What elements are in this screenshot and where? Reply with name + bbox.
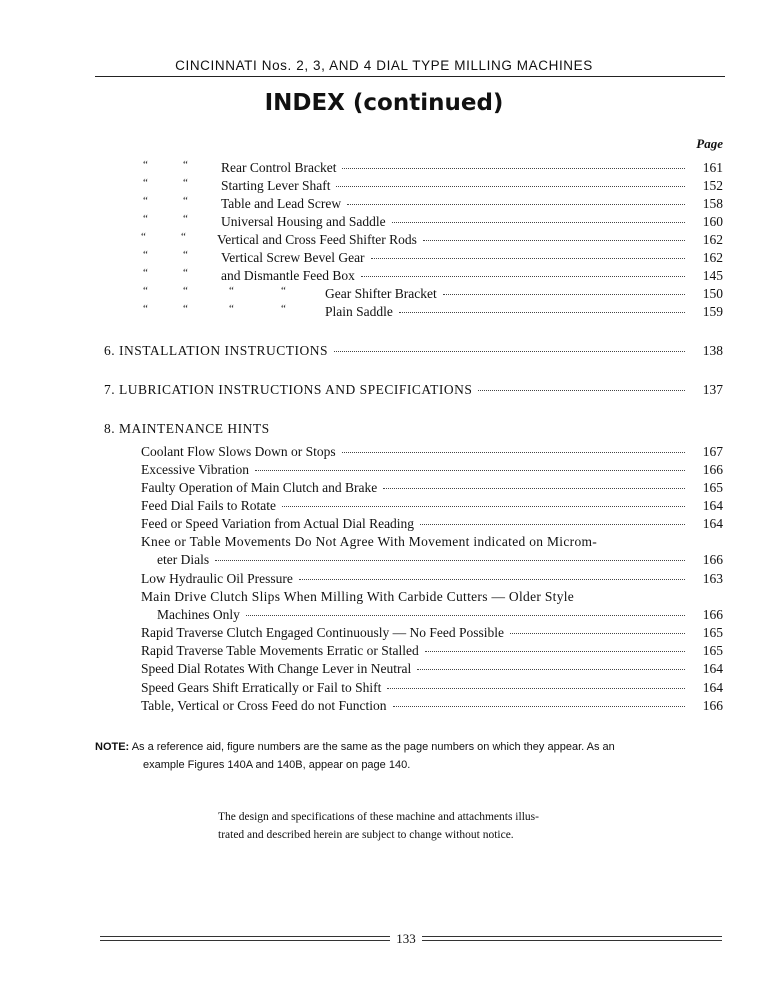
list-item: [141, 534, 723, 552]
entry-label: Table and Lead Screw: [221, 196, 342, 211]
ditto-mark: “: [143, 249, 148, 261]
ditto-mark: “: [183, 159, 188, 171]
entry-page: 161: [702, 160, 723, 175]
entry-page: 165: [702, 643, 723, 658]
entry-label: Vertical Screw Bevel Gear: [221, 250, 365, 265]
entry-label: eter Dials: [157, 552, 210, 567]
ditto-mark: “: [183, 213, 188, 225]
entry-page: 166: [702, 462, 723, 477]
leader-dots: [215, 560, 685, 561]
ditto-mark: “: [183, 195, 188, 207]
leader-dots: [510, 633, 685, 634]
leader-dots: [334, 351, 685, 352]
entry-page: 164: [702, 498, 723, 513]
section-label: 6. INSTALLATION INSTRUCTIONS: [104, 343, 329, 358]
ditto-mark: “: [181, 231, 186, 243]
ditto-mark: “: [281, 285, 286, 297]
ditto-mark: “: [281, 303, 286, 315]
leader-dots: [420, 524, 685, 525]
list-item: [141, 552, 723, 570]
leader-dots: [342, 168, 685, 169]
ditto-mark: “: [143, 285, 148, 297]
entry-page: 150: [702, 286, 723, 301]
entry-label: Rapid Traverse Table Movements Erratic or Stalled: [141, 643, 419, 658]
list-item: [141, 680, 723, 698]
leader-dots: [383, 488, 685, 489]
entry-label: Machines Only: [157, 607, 240, 622]
disclaimer-line-2: trated and described herein are subject to change without notice.: [218, 829, 514, 841]
leader-dots: [425, 651, 685, 652]
list-item: [143, 232, 723, 250]
entry-label: Rapid Traverse Clutch Engaged Continuously — No Feed Possible: [141, 625, 504, 640]
entry-label: Faulty Operation of Main Clutch and Brake: [141, 480, 378, 495]
list-item: [141, 444, 723, 462]
footer-rule: [422, 936, 722, 937]
leader-dots: [478, 390, 685, 391]
list-item: [141, 661, 723, 679]
leader-dots: [393, 706, 685, 707]
section-maintenance-heading: 8. MAINTENANCE HINTS: [104, 421, 270, 436]
list-item: [143, 214, 723, 232]
entry-label: Speed Dial Rotates With Change Lever in Neutral: [141, 661, 412, 676]
ditto-mark: “: [141, 231, 146, 243]
list-item: [143, 160, 723, 178]
leader-dots: [342, 452, 685, 453]
running-title: CINCINNATI Nos. 2, 3, AND 4 DIAL TYPE MILLING MACHINES: [175, 58, 593, 73]
list-item: [141, 498, 723, 516]
leader-dots: [387, 688, 685, 689]
entry-page: 165: [702, 480, 723, 495]
leader-dots: [371, 258, 685, 259]
leader-dots: [392, 222, 685, 223]
entry-page: 162: [702, 250, 723, 265]
list-item: [141, 571, 723, 589]
leader-dots: [417, 669, 685, 670]
list-item: [141, 607, 723, 625]
ditto-mark: “: [183, 285, 188, 297]
ditto-mark: “: [143, 267, 148, 279]
note-line-1: As a reference aid, figure numbers are the same as the page numbers on which they appear. As an: [131, 741, 615, 753]
entry-label: Main Drive Clutch Slips When Milling With Carbide Cutters — Older Style: [141, 589, 575, 604]
entry-page: 152: [702, 178, 723, 193]
note-label: NOTE:: [95, 741, 130, 753]
ditto-mark: “: [183, 267, 188, 279]
entry-page: 164: [702, 661, 723, 676]
ditto-mark: “: [183, 177, 188, 189]
leader-dots: [299, 579, 685, 580]
entry-page: 162: [702, 232, 723, 247]
list-item: [141, 625, 723, 643]
ditto-mark: “: [143, 159, 148, 171]
leader-dots: [423, 240, 685, 241]
ditto-mark: “: [183, 249, 188, 261]
ditto-mark: “: [229, 285, 234, 297]
footer-rule: [422, 940, 722, 941]
entry-page: 165: [702, 625, 723, 640]
page-column-label: Page: [696, 136, 723, 151]
entry-label: Feed Dial Fails to Rotate: [141, 498, 276, 513]
entry-page: 160: [702, 214, 723, 229]
list-item: [143, 178, 723, 196]
page-number: 133: [396, 931, 416, 946]
footer-rule: [100, 936, 390, 937]
leader-dots: [347, 204, 685, 205]
section-page: 137: [702, 382, 723, 397]
list-item: [143, 304, 723, 322]
ditto-mark: “: [143, 195, 148, 207]
ditto-mark: “: [229, 303, 234, 315]
list-item: [141, 516, 723, 534]
disclaimer-line-1: The design and specifications of these machine and attachments illus-: [218, 811, 539, 823]
leader-dots: [443, 294, 685, 295]
reference-note: [95, 738, 735, 774]
entry-label: Low Hydraulic Oil Pressure: [141, 571, 293, 586]
entry-label: Vertical and Cross Feed Shifter Rods: [217, 232, 417, 247]
entry-page: 158: [702, 196, 723, 211]
list-item: [143, 286, 723, 304]
leader-dots: [282, 506, 685, 507]
entry-label: Gear Shifter Bracket: [325, 286, 437, 301]
entry-page: 166: [702, 698, 723, 713]
ditto-mark: “: [143, 303, 148, 315]
section-page: 138: [702, 343, 723, 358]
list-item: [141, 643, 723, 661]
list-item: [141, 462, 723, 480]
entry-label: and Dismantle Feed Box: [221, 268, 355, 283]
entry-label: Table, Vertical or Cross Feed do not Function: [141, 698, 387, 713]
list-item: [143, 196, 723, 214]
entry-page: 164: [702, 516, 723, 531]
list-item: [141, 480, 723, 498]
ditto-mark: “: [143, 177, 148, 189]
list-item: [141, 589, 723, 607]
entry-label: Coolant Flow Slows Down or Stops: [141, 444, 336, 459]
header-rule: [95, 76, 725, 77]
entry-label: Feed or Speed Variation from Actual Dial Reading: [141, 516, 415, 531]
entry-page: 166: [702, 552, 723, 567]
leader-dots: [361, 276, 685, 277]
entry-page: 167: [702, 444, 723, 459]
entry-label: Speed Gears Shift Erratically or Fail to Shift: [141, 680, 382, 695]
section-installation: [104, 343, 723, 361]
disclaimer: [218, 808, 618, 844]
entry-label: Starting Lever Shaft: [221, 178, 331, 193]
section-label: 7. LUBRICATION INSTRUCTIONS AND SPECIFICATIONS: [104, 382, 473, 397]
entry-page: 163: [702, 571, 723, 586]
leader-dots: [399, 312, 685, 313]
ditto-mark: “: [183, 303, 188, 315]
entry-page: 166: [702, 607, 723, 622]
section-lubrication: [104, 382, 723, 400]
list-item: [143, 268, 723, 286]
entry-label: Universal Housing and Saddle: [221, 214, 386, 229]
leader-dots: [336, 186, 685, 187]
entry-page: 159: [702, 304, 723, 319]
footer-rule: [100, 940, 390, 941]
entry-label: Excessive Vibration: [141, 462, 250, 477]
page-title: INDEX (continued): [264, 90, 504, 116]
entry-label: Knee or Table Movements Do Not Agree With Movement indicated on Microm-: [141, 534, 598, 549]
leader-dots: [255, 470, 685, 471]
entry-page: 145: [702, 268, 723, 283]
list-item: [141, 698, 723, 716]
entry-label: Rear Control Bracket: [221, 160, 337, 175]
note-line-2: example Figures 140A and 140B, appear on page 140.: [143, 759, 411, 771]
entry-label: Plain Saddle: [325, 304, 393, 319]
entry-page: 164: [702, 680, 723, 695]
ditto-mark: “: [143, 213, 148, 225]
leader-dots: [246, 615, 685, 616]
list-item: [143, 250, 723, 268]
